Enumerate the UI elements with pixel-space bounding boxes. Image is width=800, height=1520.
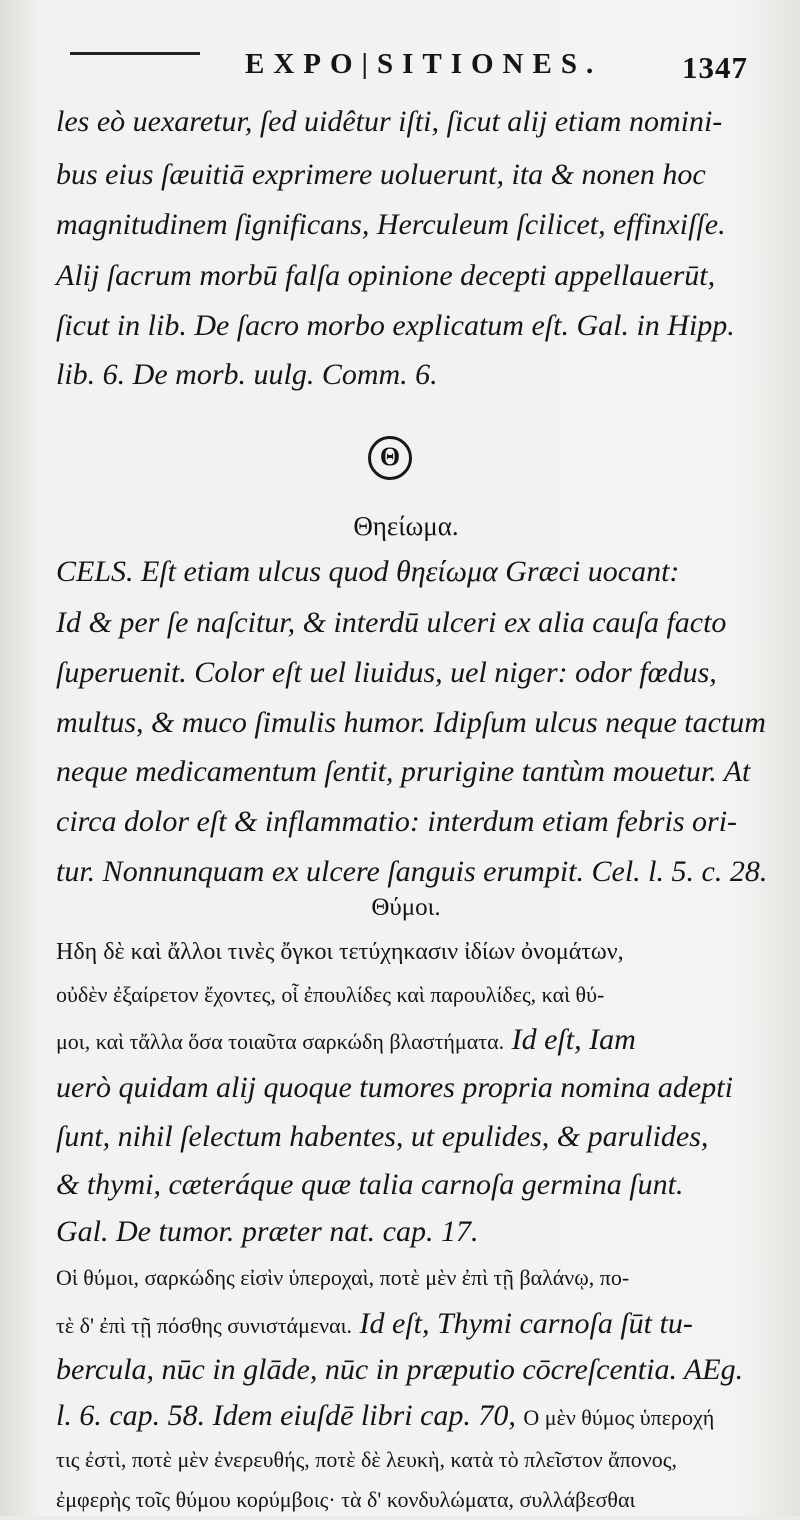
running-title: EXPO|SITIONES. — [245, 48, 603, 80]
latin-fragment: l. 6. cap. 58. Idem eiuſdē libri cap. 70, — [56, 1399, 516, 1432]
text-line: neque medicamentum ſentit, prurigine tantùm mouetur. At — [56, 755, 751, 788]
text-line: les eò uexaretur, ſed uidêtur iſti, ſicut alij etiam nomini- — [56, 105, 723, 138]
greek-line: οὐδὲν ἐξαίρετον ἔχοντες, οἷ ἐπουλίδες καὶ παρουλίδες, καὶ θύ- — [56, 982, 605, 1007]
greek-line: Ηδη δὲ καὶ ἄλλοι τινὲς ὄγκοι τετύχηκασιν ἰδίων ὀνομάτων, — [56, 939, 624, 965]
text-line — [56, 1020, 756, 1062]
text-line: ſicut in lib. De ſacro morbo explicatum eſt. Gal. in Hipp. — [56, 309, 735, 342]
text-line — [56, 1304, 756, 1346]
greek-line: ἐμφερὴς τοῖς θύμου κορύμβοις· τὰ δ' κονδυλώματα, συλλάβεσθαι — [56, 1487, 636, 1512]
latin-fragment: Id eſt, Thymi carnoſa ſūt tu- — [359, 1307, 693, 1340]
text-line: Alij ſacrum morbū falſa opinione decepti appellauerūt, — [56, 259, 716, 292]
greek-fragment: τὲ δ' ἐπὶ τῇ πόσθης συνιστάμεναι. — [56, 1313, 353, 1338]
text-line: magnitudinem ſignificans, Herculeum ſcilicet, effinxiſſe. — [56, 208, 726, 241]
text-line: ſuperuenit. Color eſt uel liuidus, uel niger: odor fœdus, — [56, 656, 717, 689]
text-line: tur. Nonnunquam ex ulcere ſanguis erumpit. Cel. l. 5. c. 28. — [56, 855, 768, 888]
text-line: lib. 6. De morb. uulg. Comm. 6. — [56, 358, 438, 391]
greek-fragment: μοι, καὶ τἄλλα ὅσα τοιαῦτα σαρκώδη βλαστήματα. — [56, 1029, 505, 1054]
text-line: & thymi, cæteráque quæ talia carnoſa germina ſunt. — [56, 1168, 684, 1201]
section-letter-theta: Θ — [368, 436, 412, 480]
greek-line: Οἱ θύμοι, σαρκώδης εἰσὶν ὑπεροχαὶ, ποτὲ μὲν ἐπὶ τῇ βαλάνῳ, πο- — [56, 1265, 630, 1290]
greek-line: τις ἐστὶ, ποτὲ μὲν ἐνερευθής, ποτὲ δὲ λευκὴ, κατὰ τὸ πλεῖστον ἄπονος, — [56, 1447, 677, 1472]
latin-fragment: Id eſt, Iam — [511, 1023, 636, 1056]
text-line — [56, 1396, 756, 1438]
text-line: bus eius ſæuitiā exprimere uoluerunt, ita & nonen hoc — [56, 158, 706, 191]
greek-fragment: Ο μὲν θύμος ὑπεροχή — [523, 1405, 715, 1430]
entry-heading: Θύμοι. — [371, 894, 441, 921]
text-line: uerò quidam alij quoque tumores propria nomina adepti — [56, 1071, 733, 1104]
text-line: multus, & muco ſimulis humor. Idipſum ulcus neque tactum — [56, 706, 766, 739]
text-line: Gal. De tumor. præter nat. cap. 17. — [56, 1215, 479, 1248]
running-header — [60, 44, 760, 84]
text-line: circa dolor eſt & inflammatio: interdum etiam febris ori- — [56, 805, 738, 838]
header-rule — [70, 52, 200, 55]
text-line: Id & per ſe naſcitur, & interdū ulceri ex alia cauſa facto — [56, 606, 727, 639]
entry-heading: Θηείωμα. — [353, 511, 459, 541]
text-line: CELS. Eſt etiam ulcus quod θηείωμα Græci uocant: — [56, 555, 680, 588]
text-line: ſunt, nihil ſelectum habentes, ut epulides, & parulides, — [56, 1120, 709, 1153]
page-number: 1347 — [682, 50, 748, 85]
text-line: bercula, nūc in glāde, nūc in præputio cōcreſcentia. AEg. — [56, 1353, 744, 1386]
